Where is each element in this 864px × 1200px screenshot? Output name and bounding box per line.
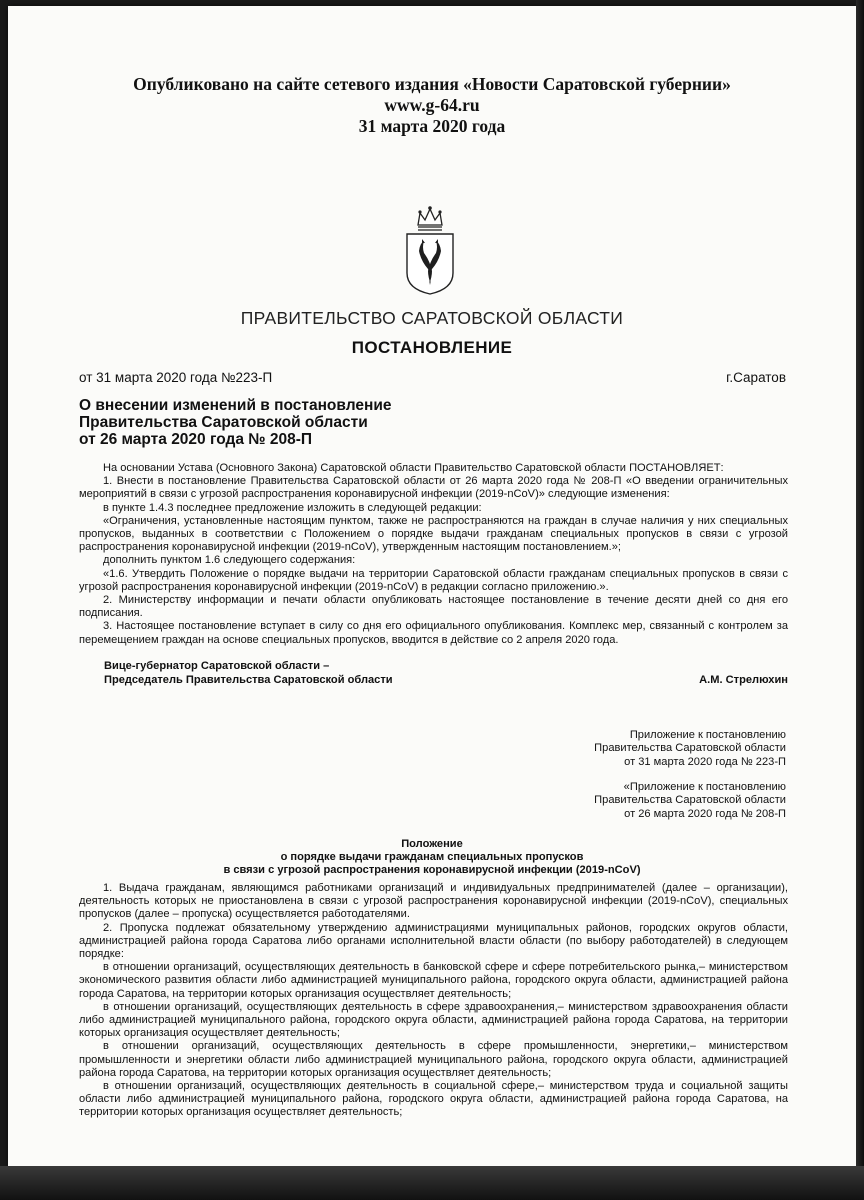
paragraph: «1.6. Утвердить Положение о порядке выдачи на территории Саратовской области гражданам специальных пропусков в связи с угрозой распространения коронавирусной инфекции (2019-nCoV) в редакции согласно приложению.». [79, 567, 788, 593]
regulation-title [0, 838, 864, 878]
annex-reference [594, 729, 786, 769]
city: г.Саратов [726, 370, 786, 385]
publication-site: www.g-64.ru [384, 95, 480, 115]
paragraph: в пункте 1.4.3 последнее предложение изложить в следующей редакции: [103, 501, 482, 514]
annex-line: Правительства Саратовской области [594, 742, 786, 755]
regulation-body [79, 882, 788, 1120]
regulation-title-line: о порядке выдачи гражданам специальных пропусков [280, 851, 584, 864]
annex-line: от 31 марта 2020 года № 223-П [624, 755, 786, 768]
document-type: ПОСТАНОВЛЕНИЕ [351, 338, 513, 357]
decree-body [79, 462, 788, 647]
publication-date: 31 марта 2020 года [358, 116, 506, 136]
annex-line: «Приложение к постановлению [623, 781, 786, 793]
annex-line: Приложение к постановлению [629, 729, 786, 741]
paragraph: 2. Пропуска подлежат обязательному утверждению администрациями муниципальных районов, городских округов области, администрацией района города Саратова либо органами исполнительной власти области (по выбору работодателей) в следующем порядке: [79, 921, 788, 961]
paragraph: 2. Министерству информации и печати области опубликовать настоящее постановление в течение десяти дней со дня его подписания. [79, 594, 788, 620]
signer-position: Вице-губернатор Саратовской области – [104, 660, 330, 672]
signer-position: Председатель Правительства Саратовской области [104, 673, 393, 686]
publication-note [0, 74, 864, 137]
photo-edge [856, 0, 864, 1200]
annex-line: от 26 марта 2020 года № 208-П [624, 807, 786, 820]
document-date-number: от 31 марта 2020 года №223-П [79, 370, 273, 385]
paragraph: в отношении организаций, осуществляющих деятельность в социальной сфере,– министерством труда и социальной защиты области либо администрацией муниципального района, городского округа области, администрацией района города Саратова, на территории которых организация осуществляет деятельность; [79, 1080, 788, 1119]
paragraph: На основании Устава (Основного Закона) Саратовской области Правительство Саратовской области ПОСТАНОВЛЯЕТ: [103, 462, 724, 474]
paragraph: в отношении организаций, осуществляющих деятельность в сфере промышленности, энергетики,– министерством промышленности и энергетики области либо администрацией муниципального района, городского округа области, администрацией района города Саратова, на территории которых организация осуществляет деятельность; [79, 1040, 788, 1079]
regulation-title-line: Положение [401, 838, 463, 850]
annex-reference [594, 781, 786, 821]
paragraph: в отношении организаций, осуществляющих деятельность в банковской сфере и сфере потребительского рынка,– министерством экономического развития области либо администрацией муниципального района, городского округа области, администрацией района города Саратова, на территории которых организация осуществляет деятельность; [79, 961, 788, 1000]
government-name: ПРАВИТЕЛЬСТВО САРАТОВСКОЙ ОБЛАСТИ [240, 308, 624, 328]
signature-block [104, 660, 788, 687]
document-title [79, 397, 579, 448]
annex-line: Правительства Саратовской области [594, 794, 786, 807]
paragraph: в отношении организаций, осуществляющих деятельность в сфере здравоохранения,– министерством здравоохранения области либо администрацией муниципального района, городского округа области, администрацией района города Саратова, на территории которых организация осуществляет деятельность; [79, 1000, 788, 1040]
coat-of-arms-icon [402, 203, 458, 295]
publication-line: Опубликовано на сайте сетевого издания «Новости Саратовской губернии» [133, 74, 731, 94]
paragraph: 1. Внести в постановление Правительства Саратовской области от 26 марта 2020 года № 208-П «О введении ограничительных мероприятий в связи с угрозой распространения коронавирусной инфекции (2019-nCoV)» следующие изменения: [79, 475, 788, 501]
paragraph: дополнить пунктом 1.6 следующего содержания: [103, 554, 356, 567]
paragraph: «Ограничения, установленные настоящим пунктом, также не распространяются на граждан в случае наличия у них специальных пропусков, выданных в соответствии с Положением о порядке выдачи гражданам специальных пропусков в связи с угрозой распространения коронавирусной инфекции (2019-nCoV), утвержденным настоящим постановлением.»; [79, 514, 788, 554]
title-line: О внесении изменений в постановление [79, 397, 392, 414]
paragraph: 1. Выдача гражданам, являющимся работниками организаций и индивидуальных предпринимателей (далее – организации), деятельность которых не приостановлена в связи с угрозой распространения коронавирусной инфекции (2019-nCoV), специальных пропусков (далее – пропуска) осуществляется работодателями. [79, 882, 788, 921]
title-line: от 26 марта 2020 года № 208-П [79, 431, 313, 448]
date-line [79, 370, 786, 385]
regulation-title-line: в связи с угрозой распространения коронавирусной инфекции (2019-nCoV) [223, 864, 641, 877]
title-line: Правительства Саратовской области [79, 414, 368, 431]
signer-name: А.М. Стрелюхин [699, 673, 788, 686]
photo-shadow [0, 1166, 864, 1200]
paragraph: 3. Настоящее постановление вступает в силу со дня его официального опубликования. Комплекс мер, связанный с контролем за перемещением граждан на основе специальных пропусков, вводится в действие со 2 апреля 2020 года. [79, 620, 788, 646]
